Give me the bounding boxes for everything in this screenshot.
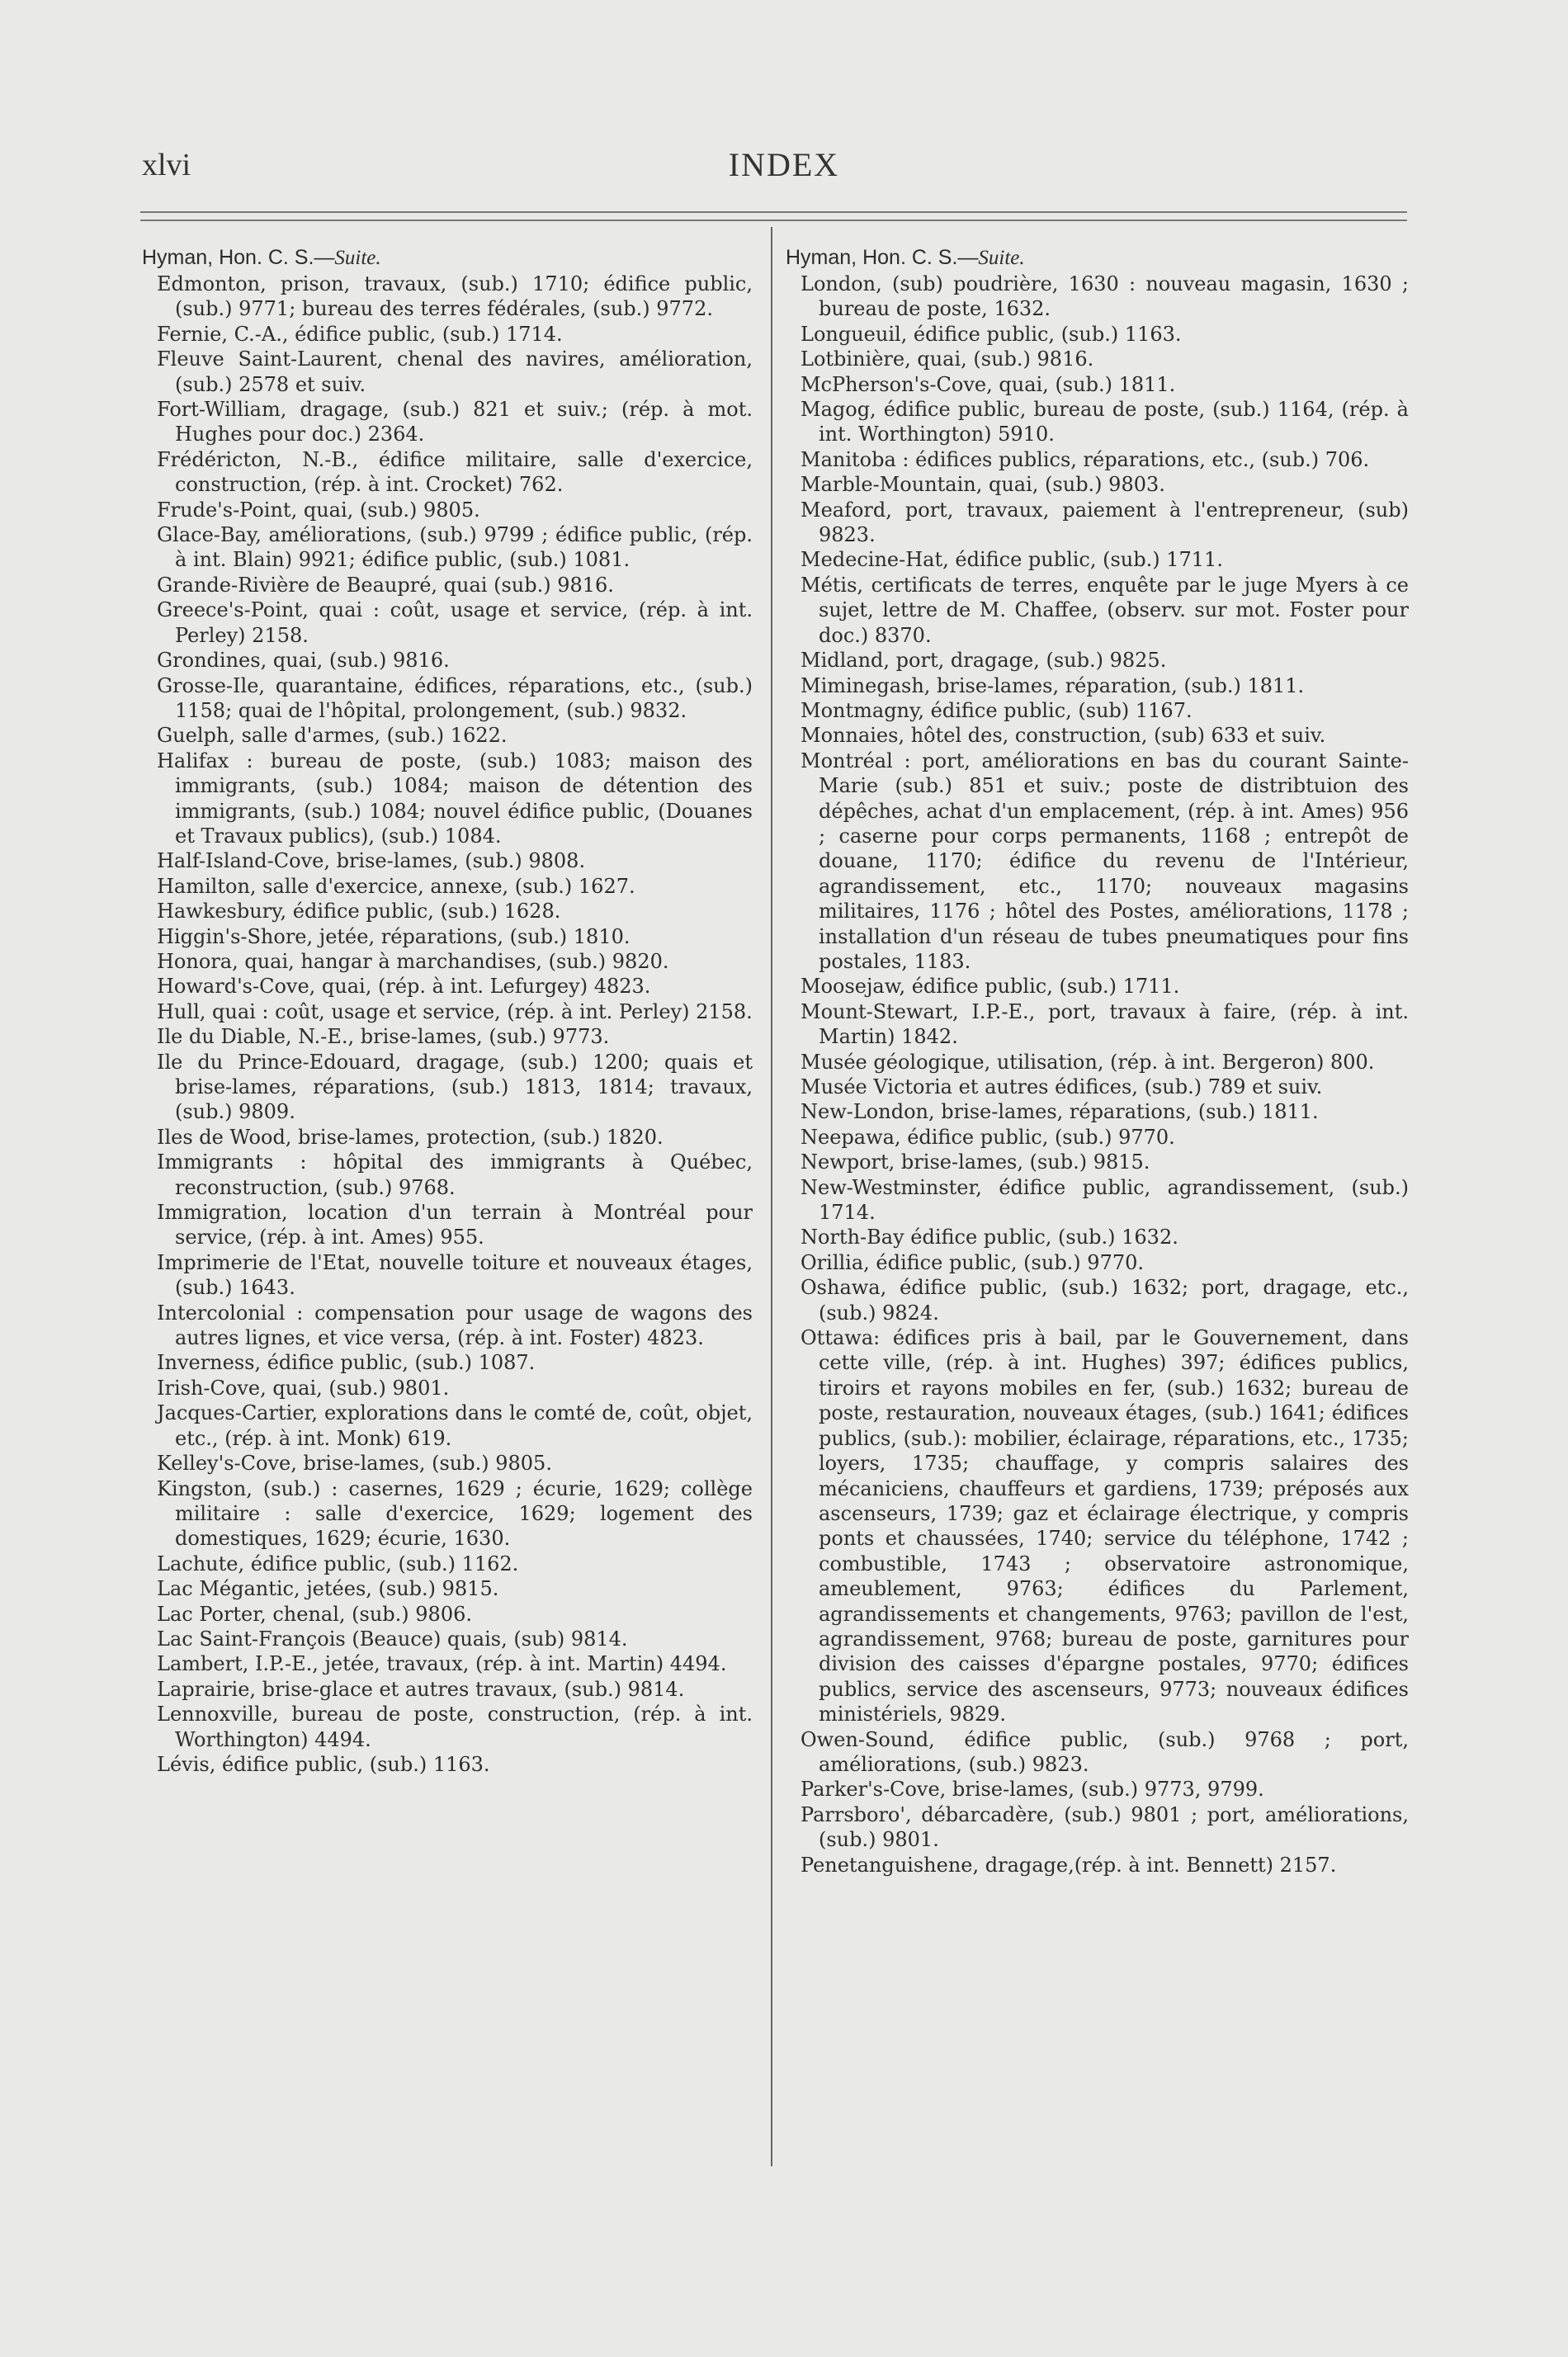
page-number: xlvi xyxy=(142,148,191,182)
index-entry: Kingston, (sub.) : casernes, 1629 ; écurie, 1629; collège militaire : salle d'exercice, 1629; logement des domestiques, 1629; écurie, 1630. xyxy=(157,1476,753,1551)
index-entry: Meaford, port, travaux, paiement à l'entrepreneur, (sub) 9823. xyxy=(801,498,1409,547)
heading-suite: Suite. xyxy=(334,247,381,269)
index-entry: Musée Victoria et autres édifices, (sub.) 789 et suiv. xyxy=(801,1075,1323,1098)
index-entries xyxy=(142,272,753,1777)
index-entry: Newport, brise-lames, (sub.) 9815. xyxy=(801,1150,1150,1174)
index-entry: Lotbinière, quai, (sub.) 9816. xyxy=(801,347,1094,371)
index-entry: Lac Porter, chenal, (sub.) 9806. xyxy=(157,1602,472,1626)
index-entry: Hull, quai : coût, usage et service, (rép. à int. Perley) 2158. xyxy=(157,999,753,1023)
index-entry: Grondines, quai, (sub.) 9816. xyxy=(157,649,450,673)
index-entry: Medecine-Hat, édifice public, (sub.) 1711. xyxy=(801,548,1223,572)
index-entry: Oshawa, édifice public, (sub.) 1632; port, dragage, etc., (sub.) 9824. xyxy=(801,1276,1409,1325)
index-entry: Honora, quai, hangar à marchandises, (sub.) 9820. xyxy=(157,949,669,973)
index-entry: Musée géologique, utilisation, (rép. à int. Bergeron) 800. xyxy=(801,1050,1375,1074)
index-entry: Mount-Stewart, I.P.-E., port, travaux à faire, (rép. à int. Martin) 1842. xyxy=(801,999,1409,1049)
index-entry: Longueuil, édifice public, (sub.) 1163. xyxy=(801,322,1182,346)
index-entry: Lambert, I.P.-E., jetée, travaux, (rép. à int. Martin) 4494. xyxy=(157,1652,727,1676)
index-entry: Greece's-Point, quai : coût, usage et service, (rép. à int. Perley) 2158. xyxy=(157,598,753,647)
index-entry: Neepawa, édifice public, (sub.) 9770. xyxy=(801,1125,1175,1149)
heading-name: Hyman, Hon. C. S.— xyxy=(786,246,979,269)
right-column xyxy=(786,244,1409,1878)
index-entry: Manitoba : édifices publics, réparations, etc., (sub.) 706. xyxy=(801,447,1370,471)
index-entry: Hawkesbury, édifice public, (sub.) 1628. xyxy=(157,900,561,923)
index-entry: Montmagny, édifice public, (sub) 1167. xyxy=(801,698,1193,722)
index-entry: Grande-Rivière de Beaupré, quai (sub.) 9816. xyxy=(157,573,614,597)
index-entry: Ile du Diable, N.-E., brise-lames, (sub.) 9773. xyxy=(157,1025,610,1049)
index-entry: Immigrants : hôpital des immigrants à Québec, reconstruction, (sub.) 9768. xyxy=(157,1150,753,1199)
index-entry: Montréal : port, améliorations en bas du courant Sainte-Marie (sub.) 851 et suiv.; poste de distribtuion des dépêches, achat d'un emplacement, (rép. à int. Ames) 956 ; caserne pour corps permanents, 1168 ; entrepôt de douane, 1170; édifice du revenu de l'Intérieur, agrandissement, etc., 1170; nouveaux magasins militaires, 1176 ; hôtel des Postes, améliorations, 1178 ; installation d'un réseau de tubes pneumatiques pour fins postales, 1183. xyxy=(801,749,1409,973)
index-entry: Lévis, édifice public, (sub.) 1163. xyxy=(157,1752,490,1776)
index-entry: Penetanguishene, dragage,(rép. à int. Bennett) 2157. xyxy=(801,1853,1337,1877)
index-entry: Immigration, location d'un terrain à Montréal pour service, (rép. à int. Ames) 955. xyxy=(157,1201,753,1249)
column-heading xyxy=(142,244,753,272)
index-entry: Lac Saint-François (Beauce) quais, (sub) 9814. xyxy=(157,1627,628,1651)
index-entry: New-Westminster, édifice public, agrandissement, (sub.) 1714. xyxy=(801,1175,1409,1225)
index-entry: Iles de Wood, brise-lames, protection, (sub.) 1820. xyxy=(157,1125,664,1149)
index-entry: Lachute, édifice public, (sub.) 1162. xyxy=(157,1552,519,1575)
index-entry: Higgin's-Shore, jetée, réparations, (sub.) 1810. xyxy=(157,924,631,948)
index-entry: London, (sub) poudrière, 1630 : nouveau magasin, 1630 ; bureau de poste, 1632. xyxy=(801,272,1409,321)
index-entry: Irish-Cove, quai, (sub.) 9801. xyxy=(157,1376,450,1400)
index-entry: Howard's-Cove, quai, (rép. à int. Lefurgey) 4823. xyxy=(157,975,651,999)
index-entry: Fleuve Saint-Laurent, chenal des navires, amélioration, (sub.) 2578 et suiv. xyxy=(157,347,753,396)
index-entry: Fort-William, dragage, (sub.) 821 et suiv.; (rép. à mot. Hughes pour doc.) 2364. xyxy=(157,398,753,446)
column-heading xyxy=(786,244,1409,272)
index-entry: Inverness, édifice public, (sub.) 1087. xyxy=(157,1351,536,1375)
index-entry: Jacques-Cartier, explorations dans le comté de, coût, objet, etc., (rép. à int. Monk) 619. xyxy=(157,1401,753,1450)
index-entry: Magog, édifice public, bureau de poste, (sub.) 1164, (rép. à int. Worthington) 5910. xyxy=(801,398,1409,446)
column-divider xyxy=(771,227,772,2166)
heading-name: Hyman, Hon. C. S.— xyxy=(142,246,335,269)
index-entry: North-Bay édifice public, (sub.) 1632. xyxy=(801,1226,1178,1249)
index-entry: Laprairie, brise-glace et autres travaux, (sub.) 9814. xyxy=(157,1677,685,1701)
index-entry: Imprimerie de l'Etat, nouvelle toiture et nouveaux étages, (sub.) 1643. xyxy=(157,1250,753,1300)
index-entry: Lac Mégantic, jetées, (sub.) 9815. xyxy=(157,1577,499,1601)
index-entry: Parker's-Cove, brise-lames, (sub.) 9773, 9799. xyxy=(801,1778,1264,1802)
index-entry: Moosejaw, édifice public, (sub.) 1711. xyxy=(801,975,1180,999)
index-entry: Frédéricton, N.-B., édifice militaire, salle d'exercice, construction, (rép. à int. Crocket) 762. xyxy=(157,447,753,497)
index-entry: New-London, brise-lames, réparations, (sub.) 1811. xyxy=(801,1100,1319,1124)
index-entry: Grosse-Ile, quarantaine, édifices, réparations, etc., (sub.) 1158; quai de l'hôpital, prolongement, (sub.) 9832. xyxy=(157,673,753,722)
index-entry: Intercolonial : compensation pour usage de wagons des autres lignes, et vice versa, (rép. à int. Foster) 4823. xyxy=(157,1301,753,1350)
index-entry: Parrsboro', débarcadère, (sub.) 9801 ; port, améliorations, (sub.) 9801. xyxy=(801,1802,1409,1852)
index-entry: Lennoxville, bureau de poste, construction, (rép. à int. Worthington) 4494. xyxy=(157,1703,753,1751)
index-entry: Midland, port, dragage, (sub.) 9825. xyxy=(801,649,1167,673)
index-entry: Métis, certificats de terres, enquête par le juge Myers à ce sujet, lettre de M. Chaffee, (observ. sur mot. Foster pour doc.) 8370. xyxy=(801,573,1409,647)
index-entry: McPherson's-Cove, quai, (sub.) 1811. xyxy=(801,372,1176,396)
index-entry: Ile du Prince-Edouard, dragage, (sub.) 1200; quais et brise-lames, réparations, (sub.) 1813, 1814; travaux, (sub.) 9809. xyxy=(157,1050,753,1124)
index-entry: Half-Island-Cove, brise-lames, (sub.) 9808. xyxy=(157,849,586,873)
index-entry: Miminegash, brise-lames, réparation, (sub.) 1811. xyxy=(801,673,1305,697)
index-entries xyxy=(786,272,1409,1878)
index-entry: Monnaies, hôtel des, construction, (sub) 633 et suiv. xyxy=(801,724,1326,748)
index-entry: Fernie, C.-A., édifice public, (sub.) 1714. xyxy=(157,322,563,346)
header-rule xyxy=(140,220,1407,221)
index-entry: Edmonton, prison, travaux, (sub.) 1710; édifice public, (sub.) 9771; bureau des terres fédérales, (sub.) 9772. xyxy=(157,272,753,321)
index-entry: Kelley's-Cove, brise-lames, (sub.) 9805. xyxy=(157,1452,552,1476)
index-entry: Guelph, salle d'armes, (sub.) 1622. xyxy=(157,724,508,748)
index-entry: Marble-Mountain, quai, (sub.) 9803. xyxy=(801,473,1165,497)
page-title: INDEX xyxy=(728,146,840,183)
left-column xyxy=(142,244,753,1777)
index-entry: Frude's-Point, quai, (sub.) 9805. xyxy=(157,498,480,522)
index-entry: Orillia, édifice public, (sub.) 9770. xyxy=(801,1250,1145,1274)
header-rule xyxy=(140,211,1407,213)
heading-suite: Suite. xyxy=(978,247,1025,269)
index-entry: Ottawa: édifices pris à bail, par le Gouvernement, dans cette ville, (rép. à int. Hughes) 397; édifices publics, tiroirs et rayons mobiles en fer, (sub.) 1632; bureau de poste, restauration, nouveaux étages, (sub.) 1641; édifices publics, (sub.): mobilier, éclairage, réparations, etc., 1735; loyers, 1735; chauffage, y compris salaires des mécaniciens, chauffeurs et gardiens, 1739; préposés aux ascenseurs, 1739; gaz et éclairage électrique, y compris ponts et chaussées, 1740; service du téléphone, 1742 ; combustible, 1743 ; observatoire astronomique, ameublement, 9763; édifices du Parlement, agrandissements et changements, 9763; pavillon de l'est, agrandissement, 9768; bureau de poste, garnitures pour division des caisses d'épargne postales, 9770; édifices publics, service des ascenseurs, 9773; nouveaux édifices ministériels, 9829. xyxy=(801,1326,1409,1726)
index-entry: Hamilton, salle d'exercice, annexe, (sub.) 1627. xyxy=(157,874,635,898)
index-entry: Halifax : bureau de poste, (sub.) 1083; maison des immigrants, (sub.) 1084; maison de détention des immigrants, (sub.) 1084; nouvel édifice public, (Douanes et Travaux publics), (sub.) 1084. xyxy=(157,749,753,848)
index-entry: Glace-Bay, améliorations, (sub.) 9799 ; édifice public, (rép. à int. Blain) 9921; édifice public, (sub.) 1081. xyxy=(157,523,753,572)
index-entry: Owen-Sound, édifice public, (sub.) 9768 ; port, améliorations, (sub.) 9823. xyxy=(801,1727,1409,1776)
